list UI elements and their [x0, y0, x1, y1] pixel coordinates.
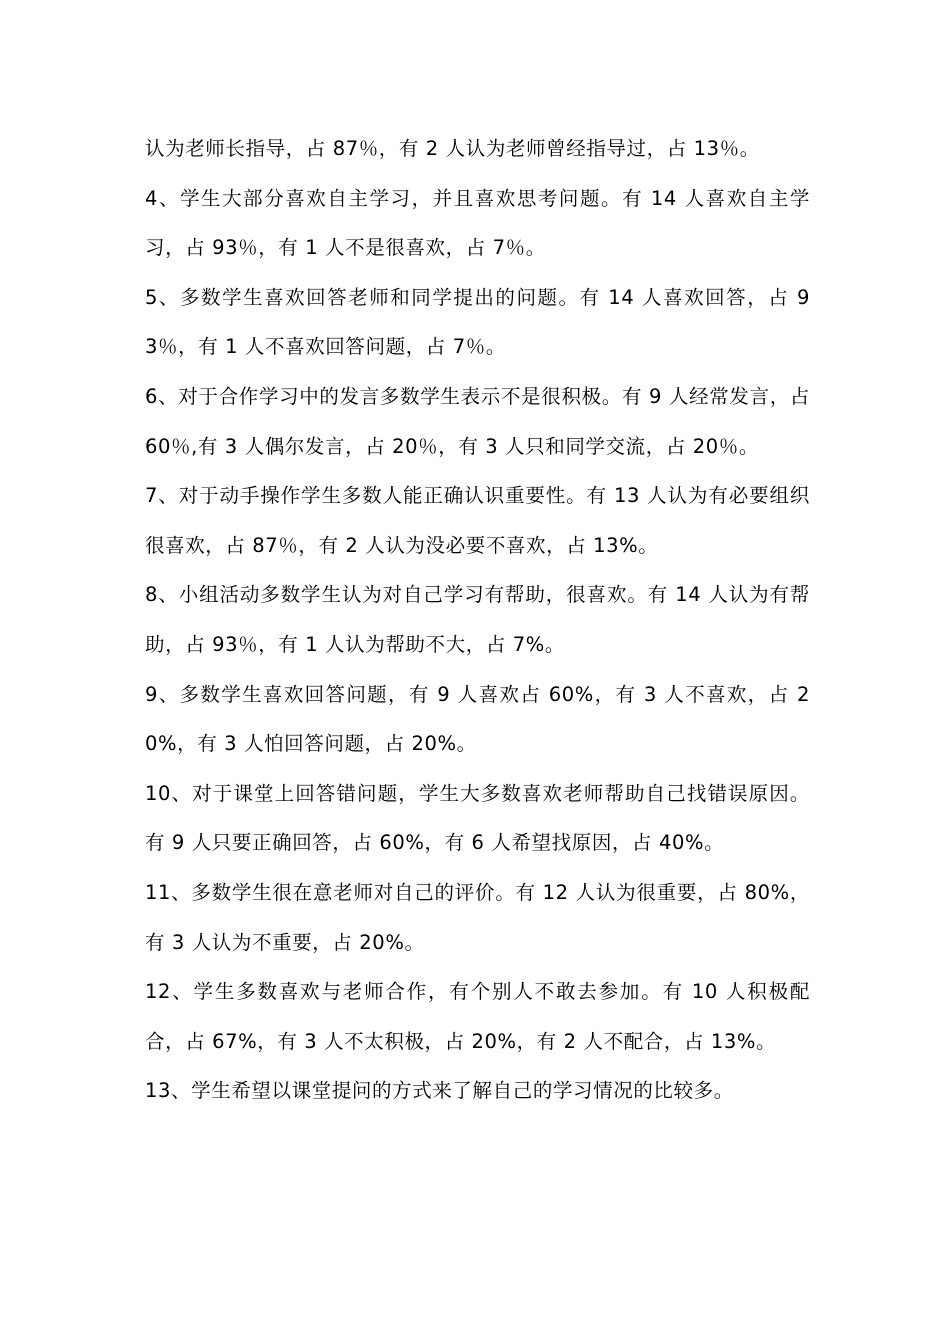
document-body [145, 124, 810, 1116]
paragraph-item-8: 8、小组活动多数学生认为对自己学习有帮助，很喜欢。有 14 人认为有帮助，占 93％，有 1 人认为帮助不大，占 7%。 [145, 583, 810, 656]
paragraph-item-4: 4、学生大部分喜欢自主学习，并且喜欢思考问题。有 14 人喜欢自主学习，占 93％，有 1 人不是很喜欢，占 7％。 [145, 186, 810, 260]
paragraph-item-5: 5、多数学生喜欢回答老师和同学提出的问题。有 14 人喜欢回答，占 93％，有 1 人不喜欢回答问题，占 7％。 [145, 285, 810, 359]
paragraph-item-12: 12、学生多数喜欢与老师合作，有个别人不敢去参加。有 10 人积极配合，占 67%，有 3 人不太积极，占 20%，有 2 人不配合，占 13%。 [145, 980, 810, 1053]
paragraph-item-11: 11、多数学生很在意老师对自己的评价。有 12 人认为很重要，占 80%，有 3 人认为不重要，占 20%。 [145, 880, 810, 954]
paragraph-item-13: 13、学生希望以课堂提问的方式来了解自己的学习情况的比较多。 [145, 1079, 734, 1103]
paragraph-item-9: 9、多数学生喜欢回答问题，有 9 人喜欢占 60%，有 3 人不喜欢，占 20%，有 3 人怕回答问题，占 20%。 [145, 682, 810, 756]
paragraph-item-10: 10、对于课堂上回答错问题，学生大多数喜欢老师帮助自己找错误原因。有 9 人只要正确回答，占 60%，有 6 人希望找原因，占 40%。 [145, 781, 810, 855]
paragraph-item-6: 6、对于合作学习中的发言多数学生表示不是很积极。有 9 人经常发言，占 60％,有 3 人偶尔发言，占 20％，有 3 人只和同学交流，占 20％。 [145, 384, 810, 458]
paragraph-continuation: 认为老师长指导，占 87％，有 2 人认为老师曾经指导过，占 13％。 [145, 137, 760, 160]
paragraph-item-7: 7、对于动手操作学生多数人能正确认识重要性。有 13 人认为有必要组织很喜欢，占 87％，有 2 人认为没必要不喜欢，占 13%。 [145, 484, 810, 557]
